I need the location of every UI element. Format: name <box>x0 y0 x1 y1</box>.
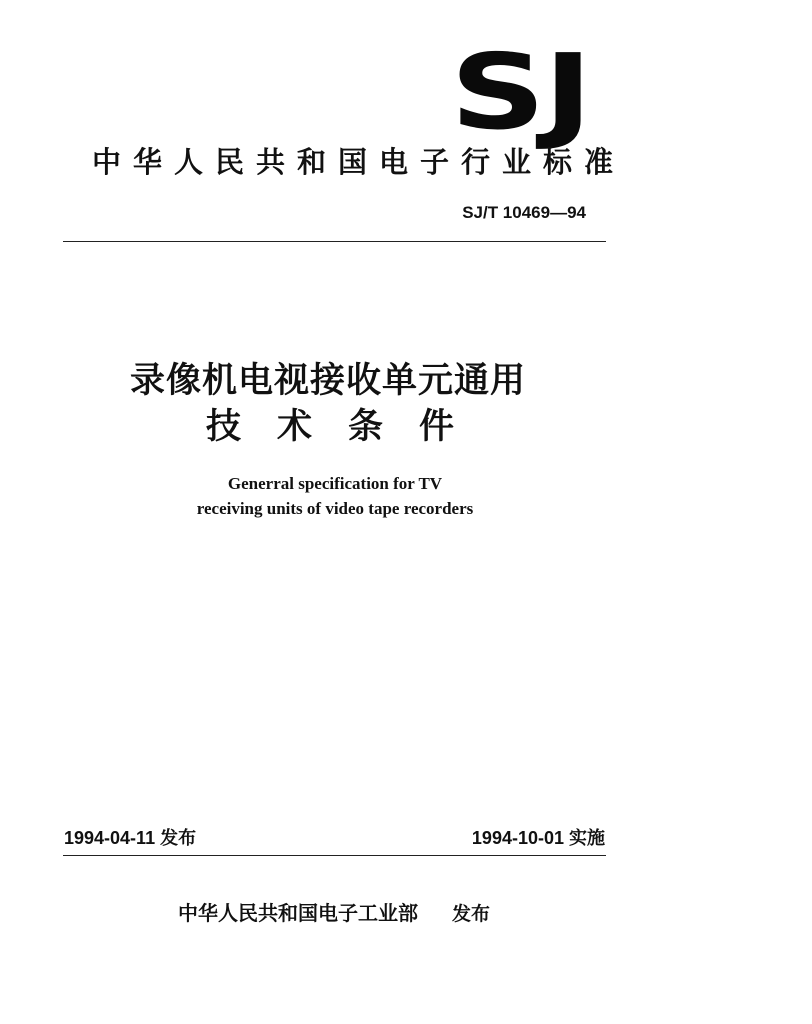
publisher-action: 发布 <box>452 903 491 925</box>
english-title-line-1: Generral specification for TV <box>227 474 443 493</box>
issuing-standard-series-title: 中华人民共和国电子行业标准 <box>92 145 626 179</box>
footer-divider <box>63 855 606 856</box>
standard-number: SJ/T 10469—94 <box>462 203 586 222</box>
chinese-title-line-1: 录像机电视接收单元通用 <box>130 361 527 401</box>
chinese-title-line-2: 技术条件 <box>206 407 491 447</box>
header-divider <box>63 241 606 242</box>
publisher-name: 中华人民共和国电子工业部 <box>178 901 418 925</box>
issue-date: 1994-04-11 发布 <box>64 828 197 848</box>
english-title-line-2: receiving units of video tape recorders <box>196 499 474 518</box>
sj-logo: SJ <box>450 31 591 153</box>
implementation-date: 1994-10-01 实施 <box>471 828 605 848</box>
